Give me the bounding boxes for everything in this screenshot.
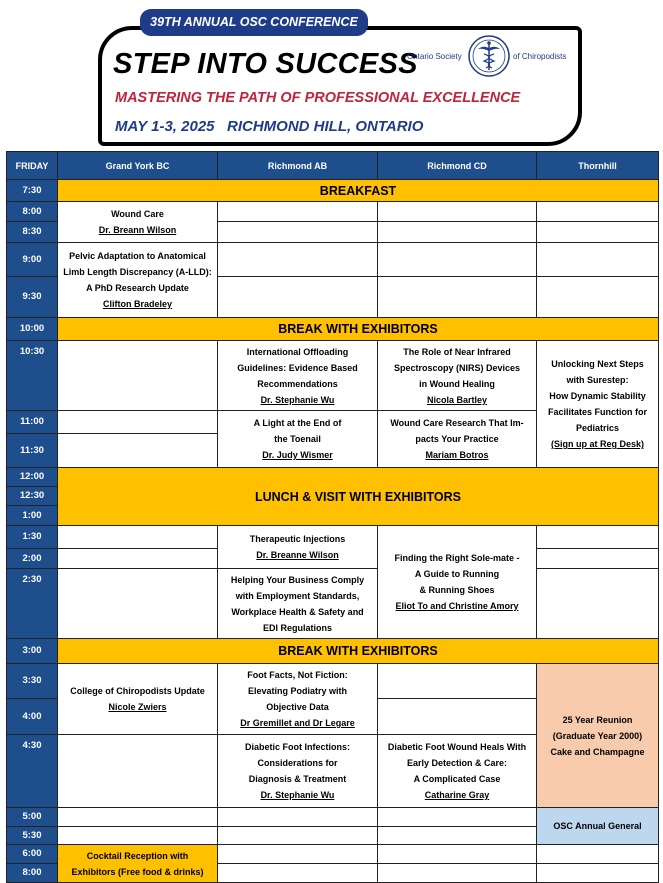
time-slot: 8:00 xyxy=(7,864,58,883)
time-slot: 1:00 xyxy=(7,506,58,526)
empty-cell xyxy=(218,845,378,864)
speaker: Nicola Bartley xyxy=(426,394,488,405)
session-college-update[interactable]: College of Chiropodists Update Nicole Zwiers xyxy=(58,664,218,735)
speaker: Dr. Breanne Wilson xyxy=(256,550,339,560)
empty-cell xyxy=(378,277,537,318)
session-wound-research[interactable]: Wound Care Research That Im- pacts Your Practice Mariam Botros xyxy=(378,411,537,468)
break-bar: BREAK WITH EXHIBITORS xyxy=(58,318,659,341)
empty-cell xyxy=(537,243,659,277)
empty-cell xyxy=(218,222,378,243)
time-slot: 1:30 xyxy=(7,526,58,549)
speaker: Eliot To and Christine Amory xyxy=(395,601,519,611)
speaker: Mariam Botros xyxy=(425,450,489,460)
empty-cell xyxy=(58,434,218,468)
empty-cell xyxy=(378,827,537,845)
session-sole-mate[interactable]: Finding the Right Sole-mate - A Guide to Running & Running Shoes Eliot To and Christine Amory xyxy=(378,526,537,639)
empty-cell xyxy=(537,845,659,864)
osc-caduceus-logo xyxy=(467,34,511,78)
empty-cell xyxy=(378,845,537,864)
empty-cell xyxy=(58,526,218,549)
empty-cell xyxy=(537,277,659,318)
speaker: Dr Gremillet and Dr Legare xyxy=(240,718,355,728)
time-slot: 3:30 xyxy=(7,664,58,699)
empty-cell xyxy=(58,549,218,569)
session-pelvic-adaptation[interactable]: Pelvic Adaptation to Anatomical Limb Length Discrepancy (A-LLD): A PhD Research Update Clifton Bradeley xyxy=(58,243,218,318)
time-slot: 10:00 xyxy=(7,318,58,341)
time-slot: 12:30 xyxy=(7,487,58,506)
session-offloading-guidelines[interactable]: International Offloading Guidelines: Evidence Based Recommendations Dr. Stephanie Wu xyxy=(218,341,378,411)
empty-cell xyxy=(378,202,537,222)
time-slot: 2:30 xyxy=(7,569,58,639)
break-bar: BREAK WITH EXHIBITORS xyxy=(58,639,659,664)
sign-up-note: (Sign up at Reg Desk) xyxy=(550,439,644,449)
time-slot: 4:00 xyxy=(7,699,58,735)
empty-cell xyxy=(218,808,378,827)
session-25-year-reunion[interactable]: 25 Year Reunion (Graduate Year 2000) Cake and Champagne xyxy=(537,664,659,808)
session-foot-facts[interactable]: Foot Facts, Not Fiction: Elevating Podiatry with Objective Data Dr Gremillet and Dr Legare xyxy=(218,664,378,735)
session-wound-care[interactable]: Wound Care Dr. Breann Wilson xyxy=(58,202,218,243)
session-therapeutic-injections[interactable]: Therapeutic Injections Dr. Breanne Wilson xyxy=(218,526,378,569)
empty-cell xyxy=(218,202,378,222)
session-osc-agm[interactable]: OSC Annual General xyxy=(537,808,659,845)
col-thornhill: Thornhill xyxy=(537,152,659,180)
empty-cell xyxy=(378,808,537,827)
session-diabetic-infections[interactable]: Diabetic Foot Infections: Considerations for Diagnosis & Treatment Dr. Stephanie Wu xyxy=(218,735,378,808)
empty-cell xyxy=(218,827,378,845)
empty-cell xyxy=(58,735,218,808)
lunch-bar: LUNCH & VISIT WITH EXHIBITORS xyxy=(58,468,659,526)
event-dates: MAY 1-3, 2025 RICHMOND HILL, ONTARIO xyxy=(115,118,424,135)
empty-cell xyxy=(218,277,378,318)
time-slot: 8:30 xyxy=(7,222,58,243)
speaker: Catharine Gray xyxy=(424,790,490,800)
empty-cell xyxy=(378,699,537,735)
time-slot: 7:30 xyxy=(7,180,58,202)
time-slot: 10:30 xyxy=(7,341,58,411)
empty-cell xyxy=(378,243,537,277)
time-slot: 2:00 xyxy=(7,549,58,569)
org-name-right: of Chiropodists xyxy=(513,52,567,61)
page-title: STEP INTO SUCCESS xyxy=(113,48,418,80)
header-row xyxy=(7,152,659,180)
col-friday: FRIDAY xyxy=(7,152,58,180)
time-slot: 5:00 xyxy=(7,808,58,827)
speaker: Dr. Breann Wilson xyxy=(98,225,177,235)
empty-cell xyxy=(378,222,537,243)
col-richmond-ab: Richmond AB xyxy=(218,152,378,180)
session-diabetic-wound[interactable]: Diabetic Foot Wound Heals With Early Detection & Care: A Complicated Case Catharine Gray xyxy=(378,735,537,808)
time-slot: 9:00 xyxy=(7,243,58,277)
time-slot: 8:00 xyxy=(7,202,58,222)
breakfast-bar: BREAKFAST xyxy=(58,180,659,202)
time-slot: 4:30 xyxy=(7,735,58,808)
empty-cell xyxy=(537,569,659,639)
empty-cell xyxy=(537,202,659,222)
org-name-left: Ontario Society xyxy=(407,52,462,61)
session-nirs[interactable]: The Role of Near Infrared Spectroscopy (NIRS) Devices in Wound Healing Nicola Bartley xyxy=(378,341,537,411)
empty-cell xyxy=(537,526,659,549)
conference-banner: 39TH ANNUAL OSC CONFERENCE xyxy=(140,9,368,36)
speaker: Nicole Zwiers xyxy=(108,702,167,712)
time-slot: 6:00 xyxy=(7,845,58,864)
empty-cell xyxy=(537,222,659,243)
time-slot: 9:30 xyxy=(7,277,58,318)
time-slot: 3:00 xyxy=(7,639,58,664)
time-slot: 5:30 xyxy=(7,827,58,845)
session-toenail[interactable]: A Light at the End of the Toenail Dr. Judy Wismer xyxy=(218,411,378,468)
session-surestep[interactable]: Unlocking Next Steps with Surestep: How Dynamic Stability Facilitates Function for Pediatrics (Sign up at Reg Desk) xyxy=(537,341,659,468)
session-business-compliance[interactable]: Helping Your Business Comply with Employment Standards, Workplace Health & Safety and EDI Regulations xyxy=(218,569,378,639)
empty-cell xyxy=(58,341,218,411)
speaker: Dr. Stephanie Wu xyxy=(260,394,335,405)
time-slot: 12:00 xyxy=(7,468,58,487)
speaker: Dr. Judy Wismer xyxy=(262,450,333,460)
empty-cell xyxy=(378,664,537,699)
schedule-table xyxy=(6,151,659,883)
speaker: Dr. Stephanie Wu xyxy=(260,790,335,800)
page-subtitle: MASTERING THE PATH OF PROFESSIONAL EXCELLENCE xyxy=(115,90,521,106)
col-richmond-cd: Richmond CD xyxy=(378,152,537,180)
time-slot: 11:30 xyxy=(7,434,58,468)
col-grand-york: Grand York BC xyxy=(58,152,218,180)
empty-cell xyxy=(537,549,659,569)
empty-cell xyxy=(58,827,218,845)
empty-cell xyxy=(58,569,218,639)
session-cocktail-reception[interactable]: Cocktail Reception with Exhibitors (Free food & drinks) xyxy=(58,845,218,883)
time-slot: 11:00 xyxy=(7,411,58,434)
empty-cell xyxy=(218,243,378,277)
speaker: Clifton Bradeley xyxy=(102,299,172,309)
empty-cell xyxy=(58,411,218,434)
empty-cell xyxy=(58,808,218,827)
